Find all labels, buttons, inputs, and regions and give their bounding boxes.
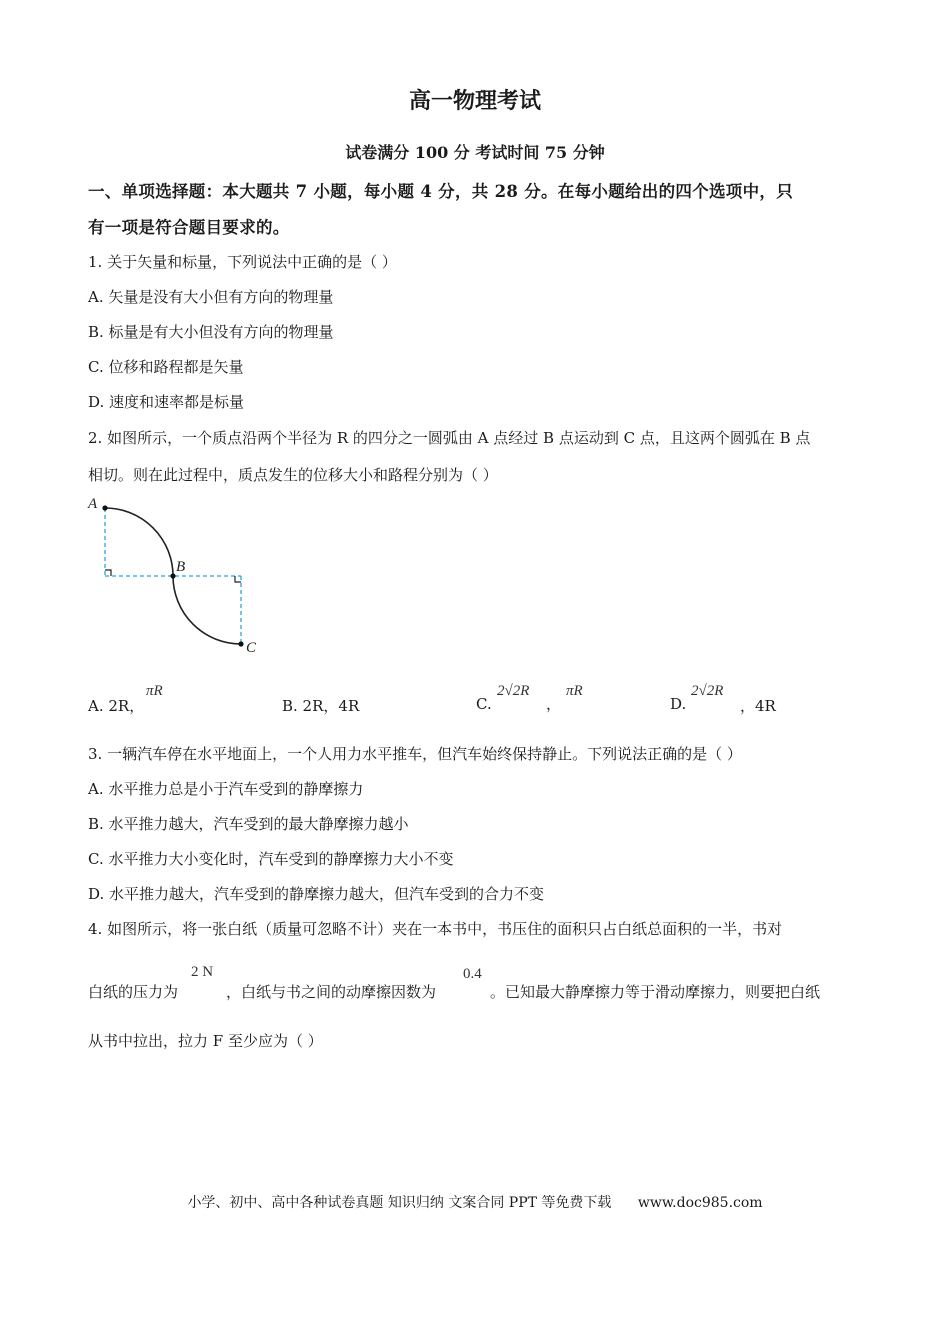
q2-option-a-text: A. 2R， [88,697,145,715]
q1-stem: 1. 关于矢量和标量，下列说法中正确的是（ ） [88,253,397,271]
right-angle-mark-right [235,576,241,582]
label-c: C [246,640,257,656]
lower-quarter-arc [173,576,241,644]
footer-site: www.doc985.com [637,1195,763,1211]
q3-option-a: A. 水平推力总是小于汽车受到的静摩擦力 [88,780,364,798]
page-footer [0,1192,950,1212]
page-title: 高一物理考试 [408,88,541,114]
exam-info: 试卷满分 100 分 考试时间 75 分钟 [345,143,605,162]
q4-line1: 4. 如图所示，将一张白纸（质量可忽略不计）夹在一本书中，书压住的面积只占白纸总面积的一半，书对 [88,920,783,938]
q2-option-a-math: πR [146,683,163,699]
label-b: B [176,559,186,575]
q4-line3: 从书中拉出，拉力 F 至少应为（ ） [88,1032,323,1050]
point-b [170,573,175,578]
upper-quarter-arc [105,508,173,576]
q2-stem-line1: 2. 如图所示，一个质点沿两个半径为 R 的四分之一圆弧由 A 点经过 B 点运动到 C 点，且这两个圆弧在 B 点 [88,429,811,447]
q2-option-a [88,695,144,716]
section-heading-line1: 一、单项选择题：本大题共 7 小题，每小题 4 分，共 28 分。在每小题给出的四个选项中，只 [88,182,793,201]
q3-option-b: B. 水平推力越大，汽车受到的最大静摩擦力越小 [88,815,409,833]
q2-option-c: C. [476,695,492,713]
point-c [238,641,243,646]
q1-option-a: A. 矢量是没有大小但有方向的物理量 [88,288,334,306]
q2-option-d: D. [670,695,687,713]
q4-mu-value: 0.4 [463,966,482,982]
q4-line2-b: ，白纸与书之间的动摩擦因数为 [226,983,437,1001]
q1-option-c: C. 位移和路程都是矢量 [88,358,244,376]
q4-line2-a: 白纸的压力为 [88,983,179,1001]
q2-option-b: B. 2R，4R [282,697,360,715]
section-heading-line2: 有一项是符合题目要求的。 [88,218,290,237]
q2-option-c-math: 2√2R [497,683,530,699]
label-a: A [88,496,98,512]
right-angle-mark-left [105,570,111,576]
q2-option-c-sep: ， [546,695,562,713]
q1-option-d: D. 速度和速率都是标量 [88,393,245,411]
q3-option-c: C. 水平推力大小变化时，汽车受到的静摩擦力大小不变 [88,850,454,868]
q4-line2-c: 。已知最大静摩擦力等于滑动摩擦力，则要把白纸 [490,983,821,1001]
q2-option-c-math2: πR [566,683,583,699]
q3-stem: 3. 一辆汽车停在水平地面上，一个人用力水平推车，但汽车始终保持静止。下列说法正确的是（ ） [88,745,742,763]
q2-option-d-sep: ，4R [740,697,776,715]
q3-option-d: D. 水平推力越大，汽车受到的静摩擦力越大，但汽车受到的合力不变 [88,885,545,903]
q1-option-b: B. 标量是有大小但没有方向的物理量 [88,323,334,341]
q2-stem-line2: 相切。则在此过程中，质点发生的位移大小和路程分别为（ ） [88,466,498,484]
point-a [102,505,107,510]
q2-option-d-math: 2√2R [691,683,724,699]
q2-arc-figure [84,490,274,660]
footer-text: 小学、初中、高中各种试卷真题 知识归纳 文案合同 PPT 等免费下载 [187,1195,612,1211]
q4-force-value: 2 N [191,964,214,980]
